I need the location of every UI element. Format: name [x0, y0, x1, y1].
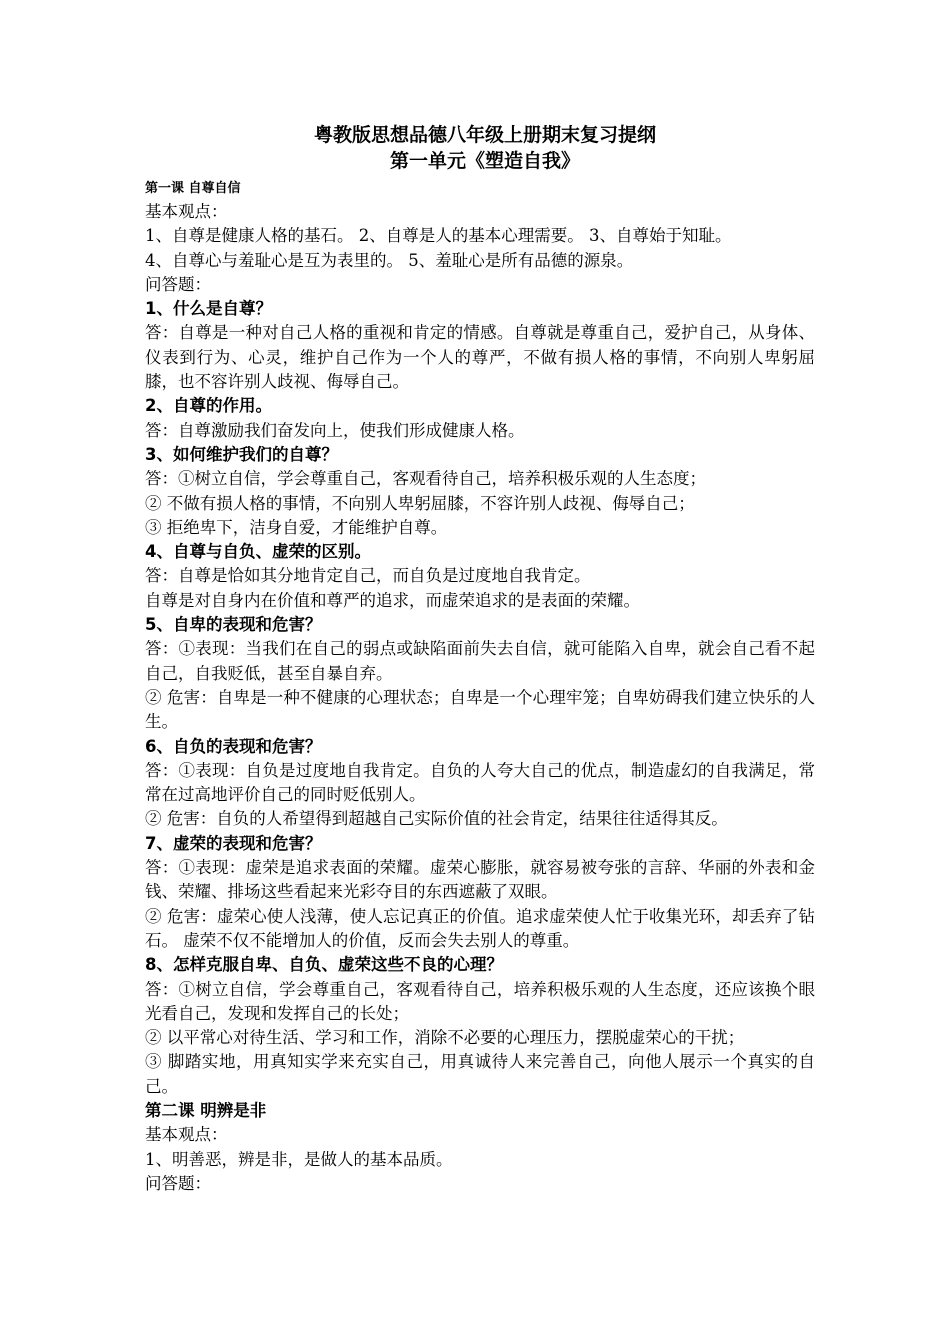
lesson-2-basic-line-1: 1、明善恶，辨是非，是做人的基本品质。 — [145, 1149, 453, 1169]
answer: ② 危害：自卑是一种不健康的心理状态；自卑是一个心理牢笼；自卑妨碍我们建立快乐的人生。 — [145, 687, 815, 732]
qa-list — [145, 297, 815, 1099]
answer: 答：①树立自信，学会尊重自己，客观看待自己，培养积极乐观的人生态度； — [145, 469, 706, 489]
qa-item — [145, 443, 815, 540]
qa-label: 问答题： — [145, 274, 211, 294]
qa-item — [145, 735, 815, 832]
question: 8、怎样克服自卑、自负、虚荣这些不良的心理？ — [145, 955, 503, 975]
question: 5、自卑的表现和危害？ — [145, 615, 322, 635]
answer: 答：①树立自信，学会尊重自己，客观看待自己，培养积极乐观的人生态度，还应该换个眼光看自己，发现和发挥自己的长处； — [145, 979, 815, 1023]
qa-item — [145, 953, 815, 1099]
answer: 自尊是对自身内在价值和尊严的追求，而虚荣追求的是表面的荣耀。 — [145, 590, 640, 610]
basic-points-line-2: 4、自尊心与羞耻心是互为表里的。 5、羞耻心是所有品德的源泉。 — [145, 250, 634, 270]
answer: ③ 脚踏实地，用真知实学来充实自己，用真诚待人来完善自己，向他人展示一个真实的自己。 — [145, 1052, 815, 1096]
lesson-2-qa-label: 问答题： — [145, 1173, 211, 1193]
qa-item — [145, 613, 815, 734]
question: 3、如何维护我们的自尊？ — [145, 444, 338, 464]
answer: ③ 拒绝卑下，洁身自爱，才能维护自尊。 — [145, 517, 448, 537]
answer: ② 不做有损人格的事情，不向别人卑躬屈膝，不容许别人歧视、侮辱自己； — [145, 493, 695, 513]
question: 4、自尊与自负、虚荣的区别。 — [145, 542, 371, 562]
question: 2、自尊的作用。 — [145, 396, 272, 416]
answer: ② 危害：自负的人希望得到超越自己实际价值的社会肯定，结果往往适得其反。 — [145, 809, 728, 829]
document-title — [155, 122, 815, 174]
lesson-2-basic-label: 基本观点： — [145, 1125, 228, 1145]
answer: 答：①表现：自负是过度地自我肯定。自负的人夸大自己的优点，制造虚幻的自我满足，常常在过高地评价自己的同时贬低别人。 — [145, 760, 815, 805]
qa-item — [145, 540, 815, 613]
answer: 答：自尊激励我们奋发向上，使我们形成健康人格。 — [145, 420, 525, 440]
question: 7、虚荣的表现和危害？ — [145, 833, 322, 853]
answer: ② 危害：虚荣心使人浅薄，使人忘记真正的价值。追求虚荣使人忙于收集光环，却丢弃了钻石。 虚荣不仅不能增加人的价值，反而会失去别人的尊重。 — [145, 906, 815, 950]
basic-points-label: 基本观点： — [145, 202, 228, 221]
qa-item — [145, 394, 815, 443]
lesson-1-heading: 第一课 自尊自信 — [145, 181, 241, 196]
qa-item — [145, 297, 815, 394]
qa-item — [145, 832, 815, 953]
answer: 答：①表现：当我们在自己的弱点或缺陷面前失去自信，就可能陷入自卑，就会自己看不起自己，自我贬低，甚至自暴自弃。 — [145, 639, 815, 683]
title-line-1: 粤教版思想品德八年级上册期末复习提纲 — [313, 124, 656, 146]
question: 1、什么是自尊？ — [145, 299, 272, 319]
lesson-2-heading: 第二课 明辨是非 — [145, 1100, 267, 1120]
basic-points-line-1: 1、自尊是健康人格的基石。 2、自尊是人的基本心理需要。 3、自尊始于知耻。 — [145, 226, 732, 246]
answer: ② 以平常心对待生活、学习和工作，消除不必要的心理压力，摆脱虚荣心的干扰； — [145, 1028, 745, 1048]
question: 6、自负的表现和危害？ — [145, 736, 322, 756]
document-page — [145, 122, 815, 1196]
answer: 答：自尊是恰如其分地肯定自己，而自负是过度地自我肯定。 — [145, 566, 591, 586]
answer: 答：①表现：虚荣是追求表面的荣耀。虚荣心膨胀，就容易被夸张的言辞、华丽的外表和金钱、荣耀、排场这些看起来光彩夺目的东西遮蔽了双眼。 — [145, 858, 815, 902]
title-line-2: 第一单元《塑造自我》 — [389, 150, 580, 172]
answer: 答：自尊是一种对自己人格的重视和肯定的情感。自尊就是尊重自己，爱护自己，从身体、仪表到行为、心灵，维护自己作为一个人的尊严，不做有损人格的事情，不向别人卑躬屈膝，也不容许别人歧视、侮辱自己。 — [145, 323, 815, 392]
